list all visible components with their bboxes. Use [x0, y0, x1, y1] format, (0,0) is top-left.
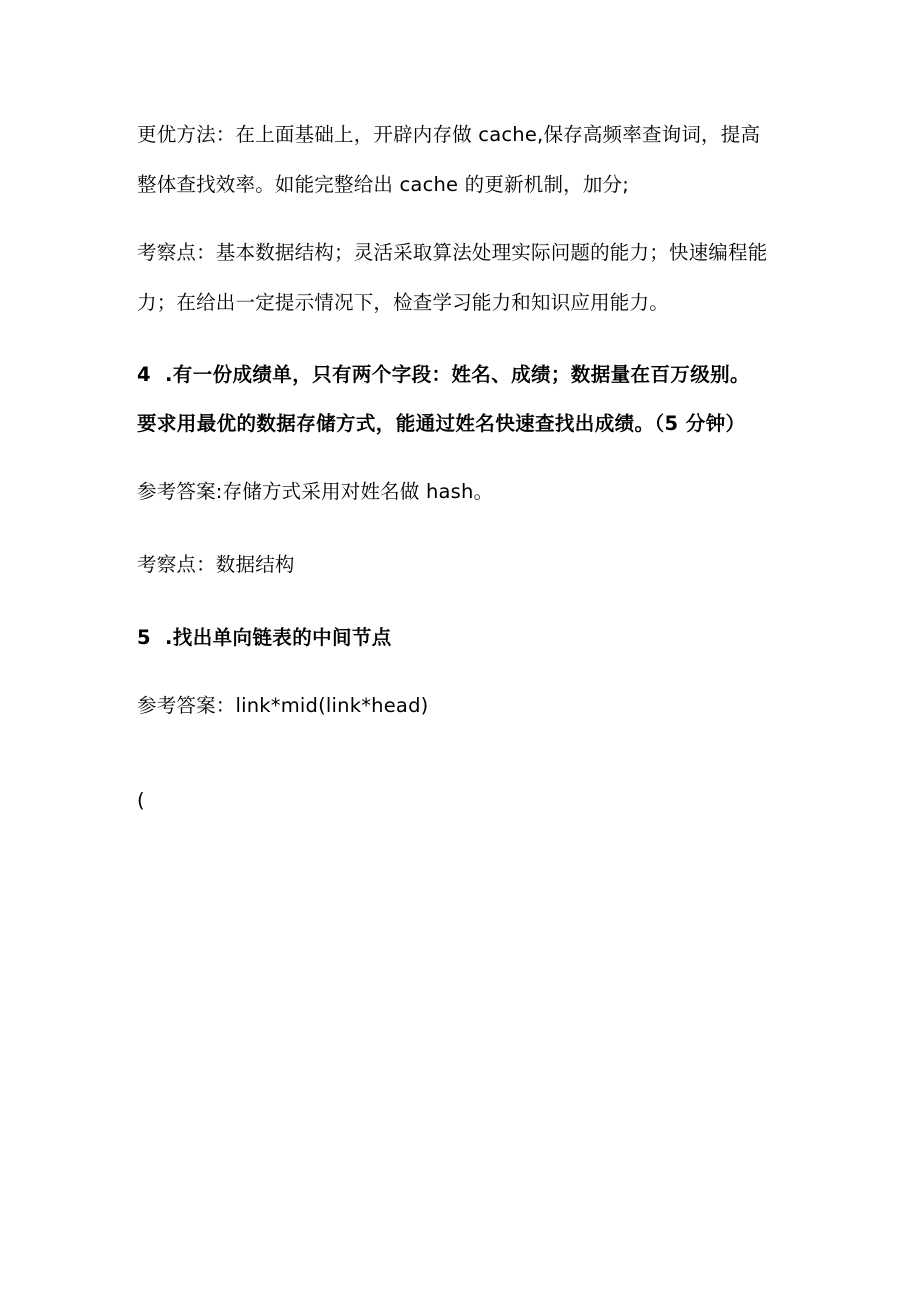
exam-points-line-2: 力；在给出一定提示情况下，检查学习能力和知识应用能力。 — [137, 291, 669, 314]
question-4-line-2: 要求用最优的数据存储方式，能通过姓名快速查找出成绩。（5 分钟） — [137, 412, 746, 435]
question-5-text: .找出单向链表的中间节点 — [165, 626, 392, 649]
better-method-line-2: 整体查找效率。如能完整给出 cache 的更新机制，加分; — [137, 173, 630, 196]
answer-4: 参考答案:存储方式采用对姓名做 hash。 — [137, 480, 494, 503]
question-4-text: .有一份成绩单，只有两个字段：姓名、成绩；数据量在百万级别。 — [165, 363, 750, 386]
answer-5: 参考答案：link*mid(link*head) — [137, 694, 429, 717]
question-4-number: 4 — [137, 363, 151, 386]
trailing-parenthesis: ( — [137, 789, 145, 812]
question-5-number: 5 — [137, 626, 151, 649]
better-method-line-1: 更优方法：在上面基础上，开辟内存做 cache,保存高频率查询词，提高 — [137, 123, 761, 146]
question-5 — [137, 625, 392, 651]
exam-points-line-1: 考察点：基本数据结构；灵活采取算法处理实际问题的能力；快速编程能 — [137, 241, 768, 264]
question-4-line-1 — [137, 362, 750, 388]
exam-points-4: 考察点：数据结构 — [137, 553, 295, 576]
